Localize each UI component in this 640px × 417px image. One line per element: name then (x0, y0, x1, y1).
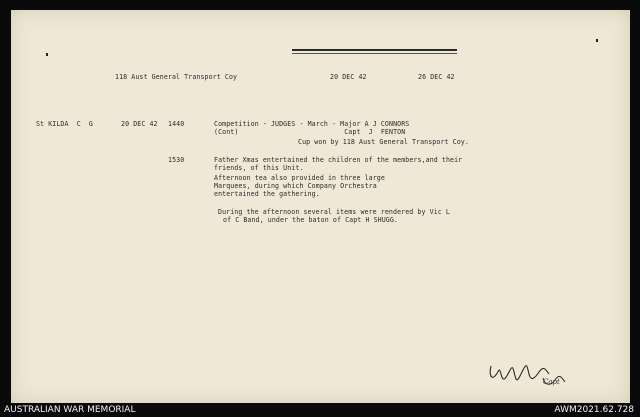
punch-mark-right (596, 39, 598, 42)
header-rule-thin (292, 53, 457, 54)
entry-line: Marquees, during which Company Orchestra (214, 182, 377, 190)
signature-icon (485, 356, 575, 390)
entry-line: Afternoon tea also provided in three large (214, 174, 385, 182)
signature-rank: Capt (543, 378, 560, 386)
entry-line: (Cont) Capt J FENTON (214, 128, 406, 136)
entry-line: Cup won by 118 Aust General Transport Coy. (298, 138, 469, 146)
entry-line: friends, of this Unit. (214, 164, 304, 172)
document-page (11, 10, 630, 403)
entry-time: 1440 (168, 120, 185, 128)
entry-place: St KILDA C G (36, 120, 93, 128)
header-unit: 118 Aust General Transport Coy (115, 73, 238, 81)
punch-mark-left (46, 53, 48, 56)
header-rule (292, 49, 457, 51)
entry-line: entertained the gathering. (214, 190, 320, 198)
entry-line: of C Band, under the baton of Capt H SHUGG. (223, 216, 398, 224)
entry-line: Father Xmas entertained the children of the members,and their (214, 156, 463, 164)
header-date-to: 26 DEC 42 (418, 73, 455, 81)
entry-date: 20 DEC 42 (121, 120, 158, 128)
entry-time: 1530 (168, 156, 185, 164)
entry-line: Competition - JUDGES - March - Major A J CONNORS (214, 120, 410, 128)
footer-left: AUSTRALIAN WAR MEMORIAL (4, 405, 136, 415)
entry-line: During the afternoon several items were rendered by Vic L (218, 208, 450, 216)
footer-right: AWM2021.62.728 (554, 405, 634, 415)
header-date-from: 20 DEC 42 (330, 73, 367, 81)
